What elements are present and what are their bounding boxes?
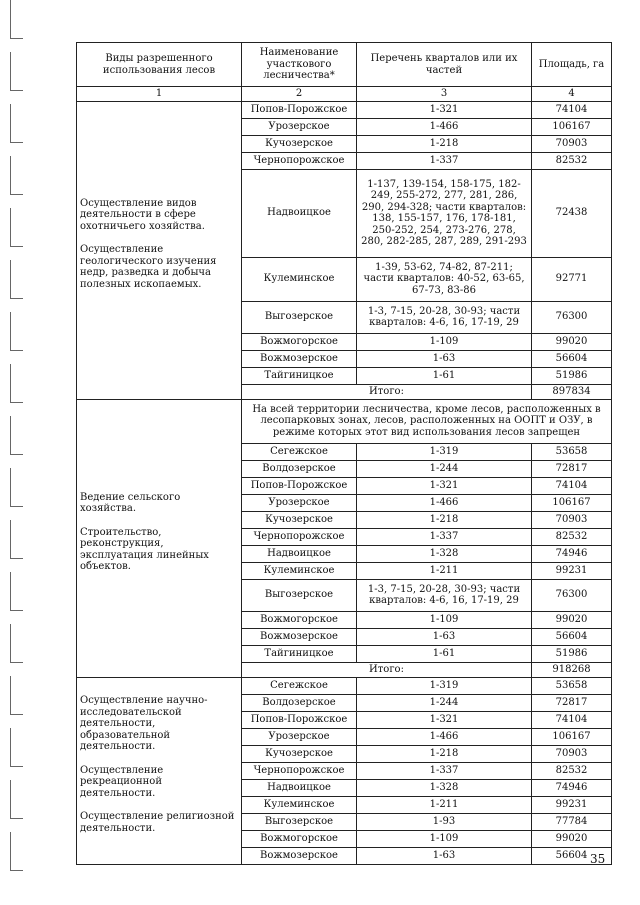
area-value: 56604 (532, 847, 612, 864)
quarter-list: 1-61 (357, 645, 532, 662)
note-text: На всей территории лесничества, кроме лесов, расположенных в лесопарковых зонах, лесов, расположенных на ООПТ и ОЗУ, в режиме которых этот вид использования лесов запрещен (242, 399, 612, 443)
quarter-list: 1-93 (357, 813, 532, 830)
activity-text: Осуществление научно-исследовательской деятельности, образовательной деятельности. (80, 695, 208, 752)
forestry-name: Чернопорожское (242, 528, 357, 545)
total-label: Итого: (242, 662, 532, 677)
area-value: 72817 (532, 694, 612, 711)
forestry-name: Попов-Порожское (242, 477, 357, 494)
activity-text: Осуществление видов деятельности в сфере охотничьего хозяйства. (80, 197, 205, 232)
area-value: 106167 (532, 494, 612, 511)
area-value: 92771 (532, 257, 612, 301)
binder-edge (10, 0, 24, 905)
forestry-name: Кучозерское (242, 135, 357, 152)
quarter-list: 1-137, 139-154, 158-175, 182-249, 255-272, 277, 281, 286, 290, 294-328; части кварталов: 138, 155-157, 176, 178-181, 250-252, 254, 273-276, 278, 280, 282-285, 287, 289, 291-293 (357, 169, 532, 257)
area-value: 99020 (532, 333, 612, 350)
column-number: 1 (77, 87, 242, 102)
area-value: 56604 (532, 350, 612, 367)
quarter-list: 1-211 (357, 562, 532, 579)
forestry-name: Вожмозерское (242, 847, 357, 864)
quarter-list: 1-337 (357, 762, 532, 779)
quarter-list: 1-321 (357, 477, 532, 494)
forestry-name: Урозерское (242, 728, 357, 745)
forestry-name: Кулеминское (242, 796, 357, 813)
forestry-name: Кучозерское (242, 745, 357, 762)
forestry-name: Вожмогорское (242, 830, 357, 847)
activity-cell (77, 399, 242, 677)
quarter-list: 1-319 (357, 677, 532, 694)
total-label: Итого: (242, 384, 532, 399)
area-value: 72438 (532, 169, 612, 257)
forestry-name: Выгозерское (242, 579, 357, 611)
note-row (77, 399, 612, 443)
forest-use-table (76, 42, 612, 865)
quarter-list: 1-109 (357, 611, 532, 628)
table-row (77, 101, 612, 118)
quarter-list: 1-466 (357, 118, 532, 135)
forestry-name: Тайгиницкое (242, 367, 357, 384)
quarter-list: 1-337 (357, 528, 532, 545)
area-value: 76300 (532, 301, 612, 333)
area-value: 82532 (532, 152, 612, 169)
forestry-name: Выгозерское (242, 301, 357, 333)
area-value: 74104 (532, 711, 612, 728)
area-value: 99020 (532, 611, 612, 628)
area-value: 72817 (532, 460, 612, 477)
quarter-list: 1-63 (357, 847, 532, 864)
quarter-list: 1-3, 7-15, 20-28, 30-93; части кварталов: 4-6, 16, 17-19, 29 (357, 301, 532, 333)
quarter-list: 1-328 (357, 779, 532, 796)
forestry-name: Попов-Порожское (242, 711, 357, 728)
area-value: 70903 (532, 511, 612, 528)
column-number-row (77, 87, 612, 102)
area-value: 70903 (532, 135, 612, 152)
quarter-list: 1-321 (357, 101, 532, 118)
area-value: 53658 (532, 443, 612, 460)
area-value: 106167 (532, 118, 612, 135)
forestry-name: Вожмогорское (242, 333, 357, 350)
area-value: 74104 (532, 477, 612, 494)
activity-text: Осуществление геологического изучения недр, разведка и добыча полезных ископаемых. (80, 244, 217, 290)
quarter-list: 1-63 (357, 350, 532, 367)
activity-cell (77, 677, 242, 864)
forestry-name: Чернопорожское (242, 152, 357, 169)
header-cell: Перечень кварталов или их частей (357, 43, 532, 87)
quarter-list: 1-39, 53-62, 74-82, 87-211; части кварталов: 40-52, 63-65, 67-73, 83-86 (357, 257, 532, 301)
forestry-name: Чернопорожское (242, 762, 357, 779)
area-value: 76300 (532, 579, 612, 611)
forestry-name: Надвоицкое (242, 545, 357, 562)
forestry-name: Попов-Порожское (242, 101, 357, 118)
forestry-name: Сегежское (242, 677, 357, 694)
forestry-name: Волдозерское (242, 694, 357, 711)
area-value: 74946 (532, 779, 612, 796)
quarter-list: 1-218 (357, 135, 532, 152)
forestry-name: Вожмогорское (242, 611, 357, 628)
area-value: 99231 (532, 796, 612, 813)
area-value: 99020 (532, 830, 612, 847)
forestry-name: Надвоицкое (242, 779, 357, 796)
quarter-list: 1-211 (357, 796, 532, 813)
activity-text: Строительство, реконструкция, эксплуатация линейных объектов. (80, 526, 209, 572)
forestry-name: Выгозерское (242, 813, 357, 830)
activity-text: Ведение сельского хозяйства. (80, 491, 181, 514)
quarter-list: 1-109 (357, 333, 532, 350)
quarter-list: 1-3, 7-15, 20-28, 30-93; части кварталов: 4-6, 16, 17-19, 29 (357, 579, 532, 611)
area-value: 74946 (532, 545, 612, 562)
area-value: 77784 (532, 813, 612, 830)
total-value: 918268 (532, 662, 612, 677)
forestry-name: Урозерское (242, 494, 357, 511)
area-value: 99231 (532, 562, 612, 579)
area-value: 51986 (532, 645, 612, 662)
header-cell: Виды разрешенного использования лесов (77, 43, 242, 87)
forestry-name: Вожмозерское (242, 628, 357, 645)
forestry-name: Надвоицкое (242, 169, 357, 257)
quarter-list: 1-218 (357, 745, 532, 762)
quarter-list: 1-63 (357, 628, 532, 645)
forestry-name: Вожмозерское (242, 350, 357, 367)
area-value: 51986 (532, 367, 612, 384)
activity-text: Осуществление религиозной деятельности. (80, 811, 235, 834)
activity-cell (77, 101, 242, 399)
table-header-row (77, 43, 612, 87)
quarter-list: 1-321 (357, 711, 532, 728)
quarter-list: 1-328 (357, 545, 532, 562)
column-number: 2 (242, 87, 357, 102)
quarter-list: 1-244 (357, 460, 532, 477)
activity-text: Осуществление рекреационной деятельности. (80, 764, 164, 799)
page-number: 35 (590, 852, 606, 866)
header-cell: Наименование участкового лесничества* (242, 43, 357, 87)
forestry-name: Урозерское (242, 118, 357, 135)
forestry-name: Волдозерское (242, 460, 357, 477)
quarter-list: 1-466 (357, 728, 532, 745)
table-row (77, 677, 612, 694)
area-value: 53658 (532, 677, 612, 694)
quarter-list: 1-319 (357, 443, 532, 460)
area-value: 82532 (532, 762, 612, 779)
forestry-name: Кулеминское (242, 257, 357, 301)
forestry-name: Тайгиницкое (242, 645, 357, 662)
column-number: 4 (532, 87, 612, 102)
quarter-list: 1-337 (357, 152, 532, 169)
area-value: 56604 (532, 628, 612, 645)
header-cell: Площадь, га (532, 43, 612, 87)
quarter-list: 1-244 (357, 694, 532, 711)
quarter-list: 1-109 (357, 830, 532, 847)
area-value: 70903 (532, 745, 612, 762)
forestry-name: Кучозерское (242, 511, 357, 528)
forestry-name: Сегежское (242, 443, 357, 460)
total-value: 897834 (532, 384, 612, 399)
area-value: 106167 (532, 728, 612, 745)
quarter-list: 1-466 (357, 494, 532, 511)
area-value: 74104 (532, 101, 612, 118)
quarter-list: 1-61 (357, 367, 532, 384)
area-value: 82532 (532, 528, 612, 545)
column-number: 3 (357, 87, 532, 102)
forestry-name: Кулеминское (242, 562, 357, 579)
quarter-list: 1-218 (357, 511, 532, 528)
